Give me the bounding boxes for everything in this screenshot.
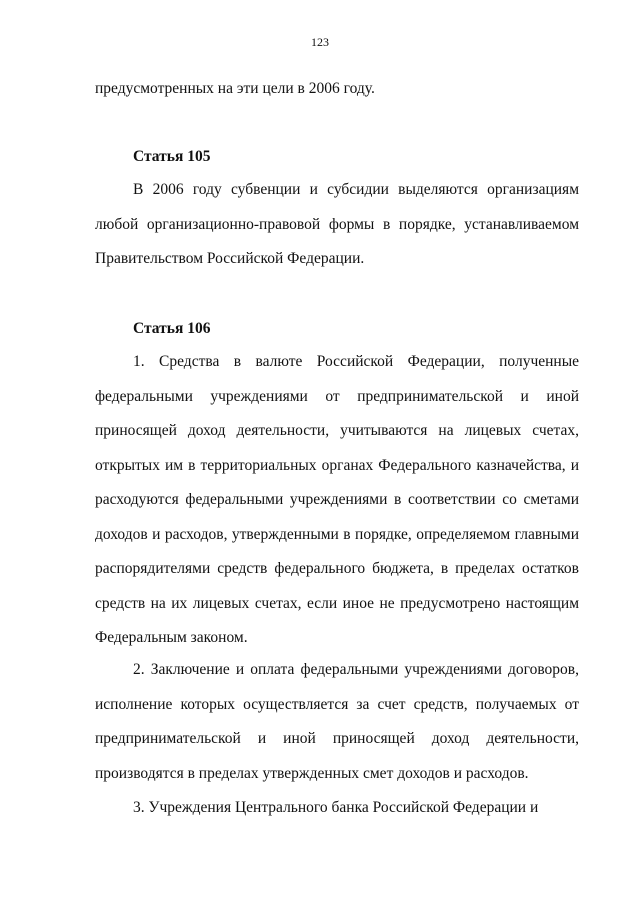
article-106-paragraph-1: 1. Средства в валюте Российской Федерации, полученные федеральными учреждениями от предпринимательской и иной приносящей доход деятельности, учитываются на лицевых счетах, открытых им в территориальных органах Федерального казначейства, и расходуются федеральными учреждениями в соответствии со сметами доходов и расходов, утвержденными в порядке, определяемом главными распорядителями средств федерального бюджета, в пределах остатков средств на их лицевых счетах, если иное не предусмотрено настоящим Федеральным законом. (95, 353, 579, 646)
article-106-heading: Статья 106 (133, 320, 211, 337)
page-number: 123 (311, 35, 329, 49)
article-106-paragraph-3: 3. Учреждения Центрального банка Российской Федерации и (133, 799, 539, 816)
article-106-paragraph-2: 2. Заключение и оплата федеральными учреждениями договоров, исполнение которых осуществляется за счет средств, получаемых от предпринимательской и иной приносящей доход деятельности, производятся в пределах утвержденных смет доходов и расходов. (95, 661, 579, 782)
article-106-body-part-3 (95, 791, 579, 826)
article-106-body-part-2 (95, 653, 579, 791)
article-105-body (95, 173, 579, 277)
article-105-paragraph: В 2006 году субвенции и субсидии выделяются организациям любой организационно-правовой формы в порядке, устанавливаемом Правительством Российской Федерации. (95, 181, 579, 267)
continued-text-block (95, 72, 579, 107)
article-105-heading: Статья 105 (133, 148, 211, 165)
continued-paragraph: предусмотренных на эти цели в 2006 году. (95, 80, 375, 97)
article-106-body-part-1 (95, 345, 579, 656)
